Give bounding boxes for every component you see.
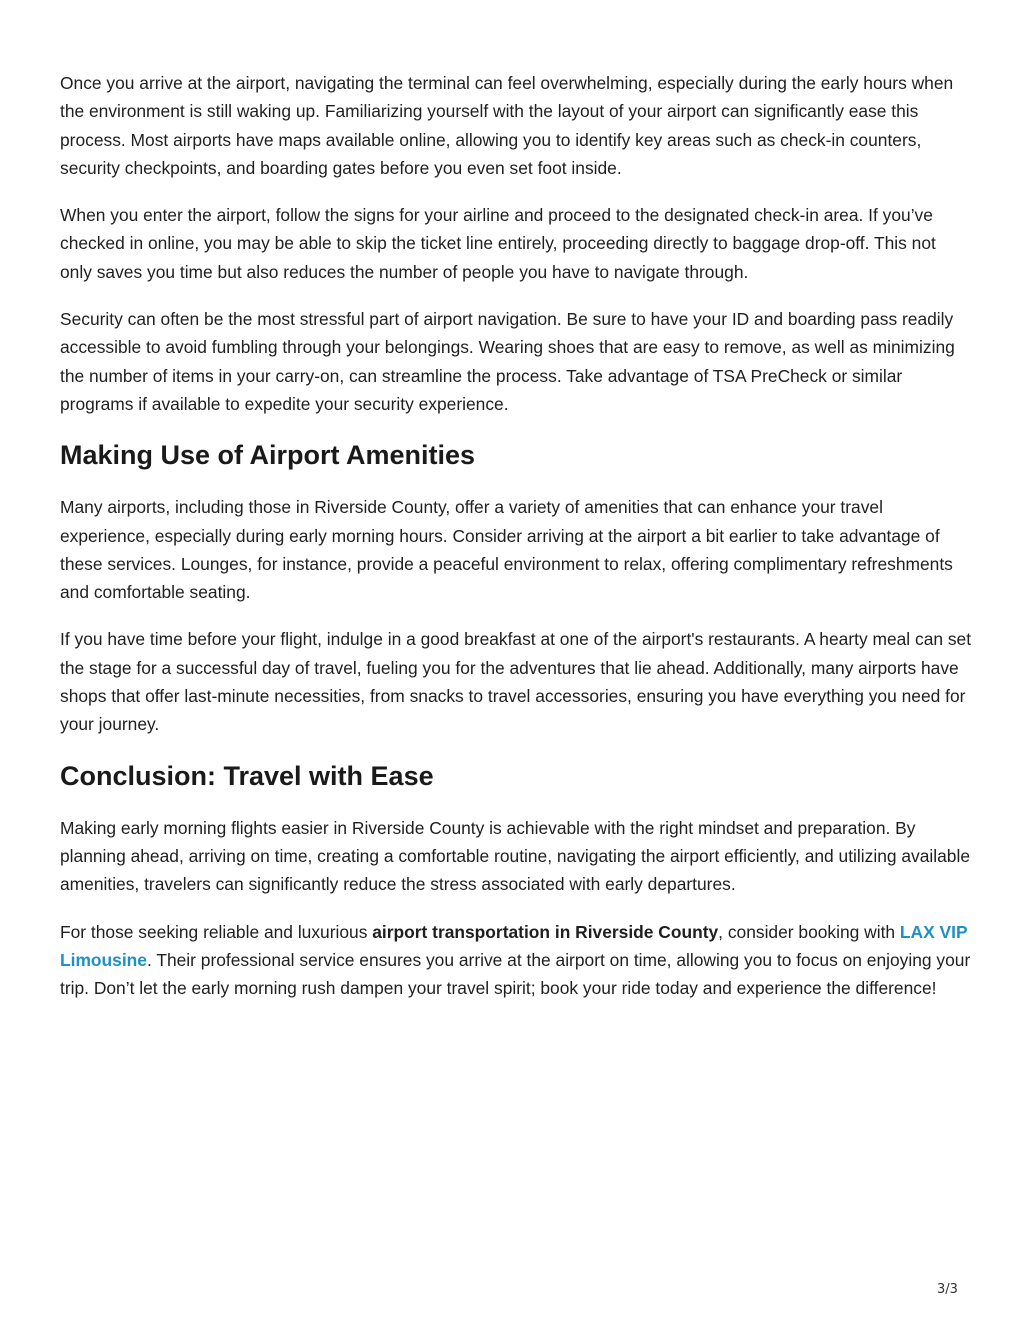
document-body <box>60 69 972 1021</box>
intro-paragraph-1: Once you arrive at the airport, navigating the terminal can feel overwhelming, especially during the early hours when the environment is still waking up. Familiarizing yourself with the layout of your airport can significantly ease this process. Most airports have maps available online, allowing you to identify key areas such as check-in counters, security checkpoints, and boarding gates before you even set foot inside. <box>60 73 954 178</box>
final-middle-text: , consider booking with <box>718 921 900 942</box>
bold-service-text: airport transportation in Riverside County <box>372 921 719 942</box>
lax-vip-limousine-link[interactable]: LAX VIP Limousine <box>60 921 968 970</box>
amenities-heading: Making Use of Airport Amenities <box>60 440 476 471</box>
page-number: 3/3 <box>937 1282 958 1297</box>
conclusion-heading: Conclusion: Travel with Ease <box>60 760 434 791</box>
conclusion-paragraph-1: Making early morning flights easier in Riverside County is achievable with the right mindset and preparation. By planning ahead, arriving on time, creating a comfortable routine, navigating the airport efficiently, and utilizing available amenities, travelers can significantly reduce the stress associated with early departures. <box>60 817 971 895</box>
final-suffix-text: . Their professional service ensures you arrive at the airport on time, allowing you to focus on enjoying your trip. Don’t let the early morning rush dampen your travel spirit; book your ride today and experience the difference! <box>60 949 971 999</box>
amenities-paragraph-1: Many airports, including those in Riverside County, offer a variety of amenities that can enhance your travel experience, especially during early morning hours. Consider arriving at the airport a bit earlier to take advantage of these services. Lounges, for instance, provide a peaceful environment to relax, offering complimentary refreshments and comfortable seating. <box>60 497 953 603</box>
amenities-paragraph-2: If you have time before your flight, indulge in a good breakfast at one of the airport's restaurants. A hearty meal can set the stage for a successful day of travel, fueling you for the adventures that lie ahead. Additionally, many airports have shops that offer last-minute necessities, from snacks to travel accessories, ensuring you have everything you need for your journey. <box>60 629 972 735</box>
intro-paragraph-3: Security can often be the most stressful part of airport navigation. Be sure to have your ID and boarding pass readily accessible to avoid fumbling through your belongings. Wearing shoes that are easy to remove, as well as minimizing the number of items in your carry-on, can streamline the process. Take advantage of TSA PreCheck or similar programs if available to expedite your security experience. <box>60 309 955 414</box>
conclusion-paragraph-2 <box>60 918 972 1003</box>
final-prefix-text: For those seeking reliable and luxurious <box>60 921 373 942</box>
intro-paragraph-2: When you enter the airport, follow the signs for your airline and proceed to the designated check-in area. If you’ve checked in online, you may be able to skip the ticket line entirely, proceeding directly to baggage drop-off. This not only saves you time but also reduces the number of people you have to navigate through. <box>60 205 936 282</box>
